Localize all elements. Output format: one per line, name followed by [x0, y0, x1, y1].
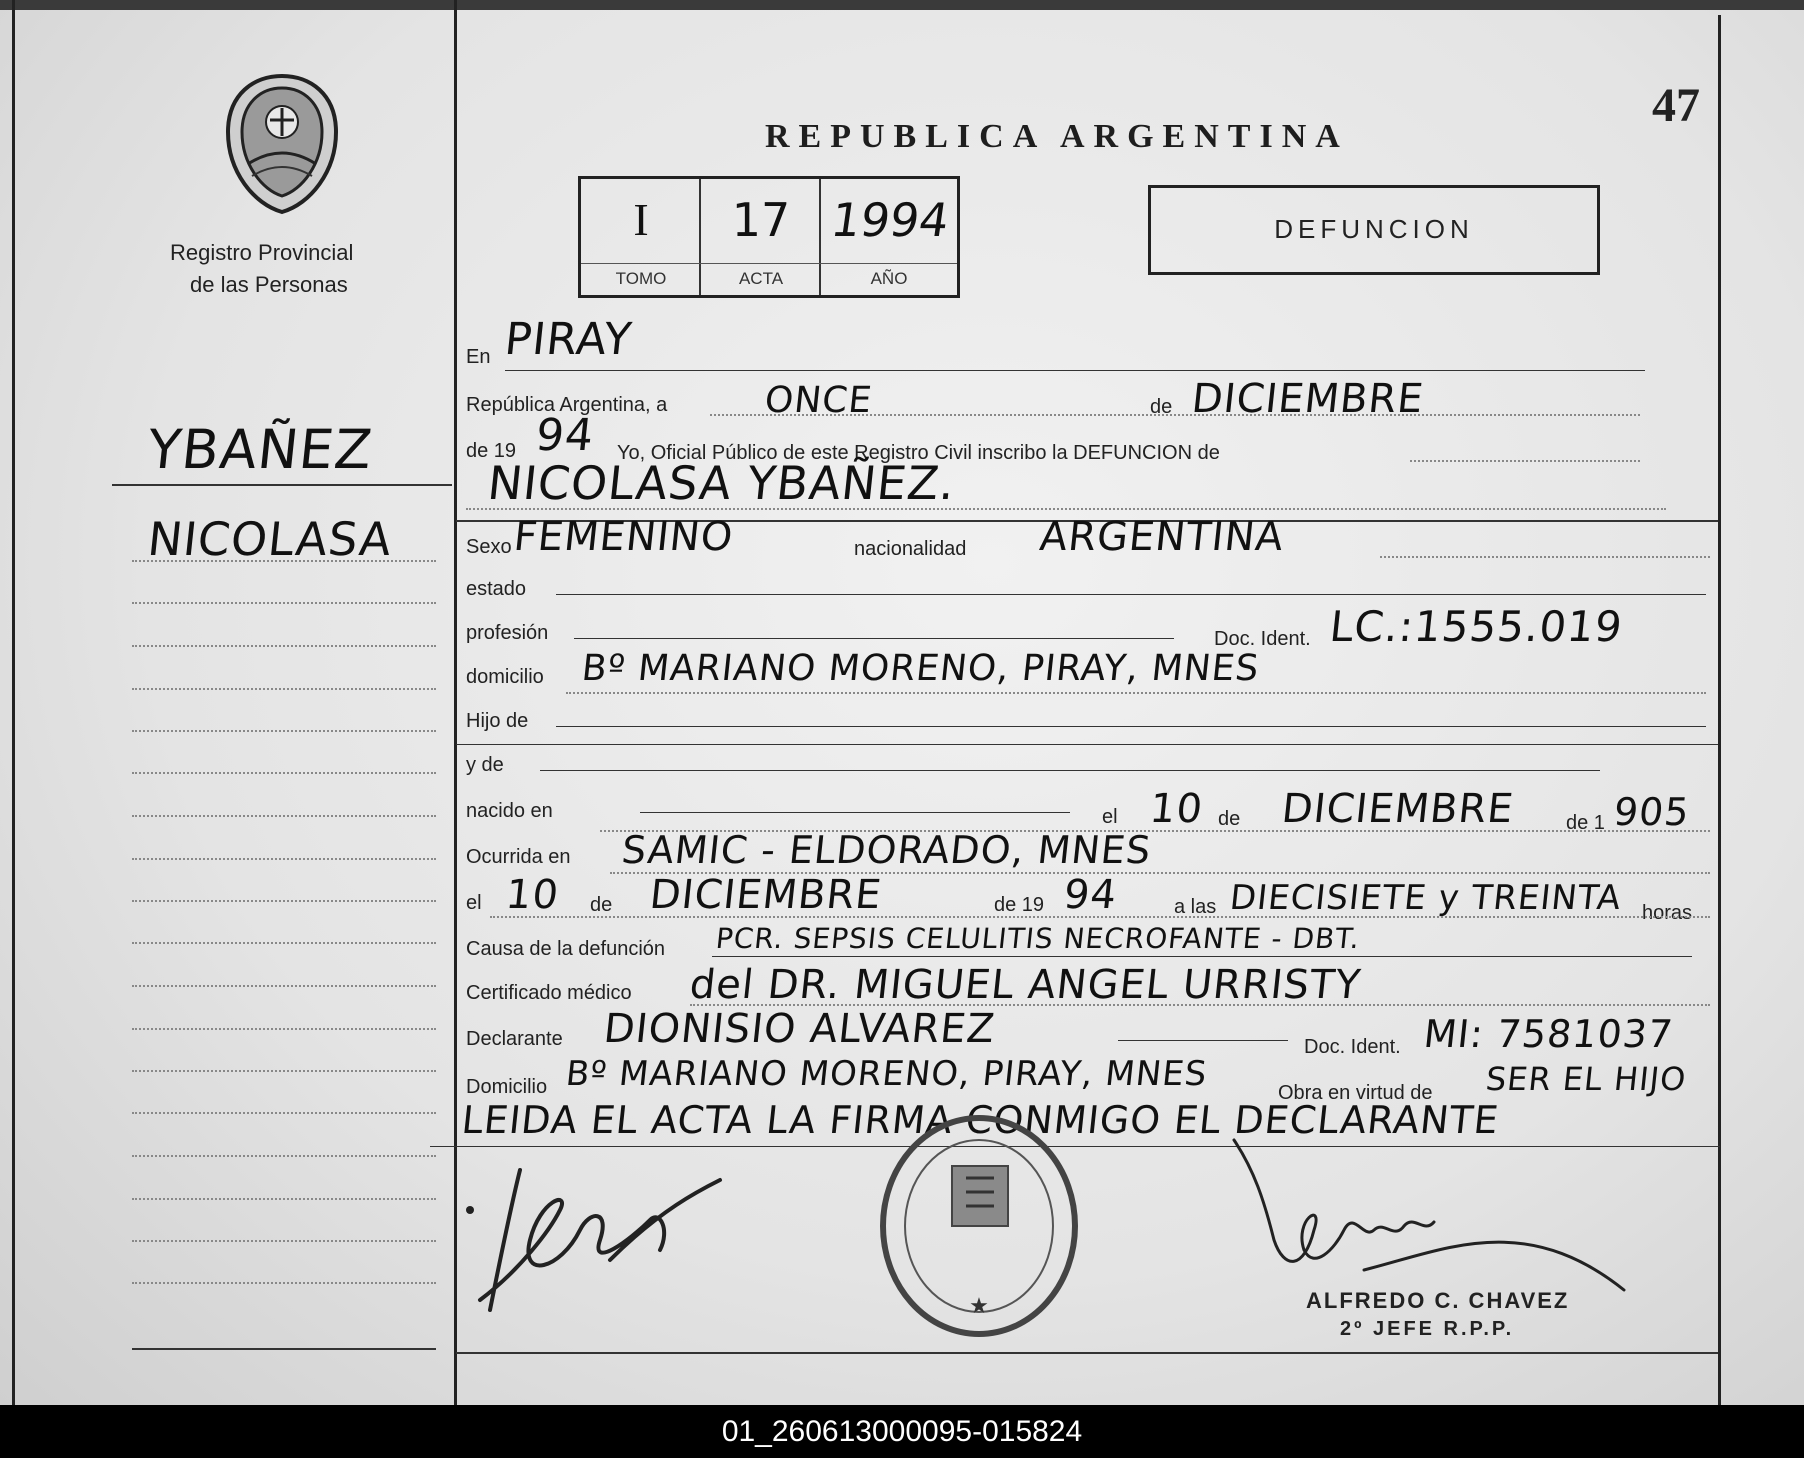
nacionalidad-value: ARGENTINA [1037, 514, 1287, 560]
causa-value: PCR. SEPSIS CELULITIS NECROFANTE - DBT. [714, 922, 1362, 955]
margin-line [132, 560, 436, 562]
death-year-value: 94 [1061, 872, 1120, 918]
box-divider-1 [699, 179, 701, 295]
margin-line [132, 1198, 436, 1200]
deceased-name: NICOLASA YBAÑEZ. [485, 456, 959, 510]
republica-line [710, 414, 1640, 416]
declarante-value: DIONISIO ALVAREZ [601, 1006, 998, 1052]
birth-el-label: el [1102, 806, 1118, 828]
record-type: DEFUNCION [1274, 214, 1474, 244]
sexo-value: FEMENINO [511, 514, 736, 560]
republica-label: República Argentina, a [466, 394, 668, 416]
certificado-value: del DR. MIGUEL ANGEL URRISTY [687, 962, 1364, 1008]
hijo-label: Hijo de [466, 710, 529, 732]
ocurrida-value: SAMIC - ELDORADO, MNES [619, 828, 1154, 872]
birth-de-label: de [1218, 808, 1241, 830]
page-number: 47 [1652, 79, 1700, 132]
margin-line [132, 730, 436, 732]
month-de-label: de [1150, 396, 1173, 418]
margin-divider [454, 0, 457, 1405]
year-prefix: de 19 [466, 440, 517, 462]
sexo-line [1380, 556, 1710, 558]
scan-identifier: 01_260613000095-015824 [721, 1415, 1083, 1448]
ano-label: AÑO [870, 269, 908, 288]
margin-line [132, 1028, 436, 1030]
birth-year-value: 905 [1611, 790, 1692, 834]
causa-label: Causa de la defunción [466, 938, 666, 960]
acta-value: 17 [731, 193, 791, 247]
declarante-doc-value: MI: 7581037 [1421, 1012, 1676, 1056]
signature-bottom-line [456, 1352, 1718, 1354]
closing-statement: LEIDA EL ACTA LA FIRMA CONMIGO EL DECLARANTE [459, 1098, 1502, 1142]
margin-surname: YBAÑEZ [144, 418, 376, 481]
domicilio-value: Bº MARIANO MORENO, PIRAY, MNES [579, 648, 1262, 689]
margin-line [132, 1282, 436, 1284]
birth-month: DICIEMBRE [1279, 786, 1517, 832]
sexo-label: Sexo [466, 536, 512, 558]
declarant-signature-icon [460, 1150, 740, 1350]
y-de-line [540, 770, 1600, 771]
doc-ident-value: LC.:1555.019 [1327, 602, 1626, 651]
y-de-label: y de [466, 754, 504, 776]
tomo-label: TOMO [615, 269, 667, 288]
margin-line [132, 815, 436, 817]
month-value: DICIEMBRE [1189, 376, 1427, 422]
nacido-line [640, 812, 1070, 813]
officer-signature-icon [1224, 1130, 1644, 1300]
death-el-label: el [466, 892, 482, 914]
margin-given-name: NICOLASA [145, 512, 395, 566]
margin-line [132, 602, 436, 604]
declarante-domicilio-value: Bº MARIANO MORENO, PIRAY, MNES [563, 1054, 1210, 1094]
declarante-doc-label: Doc. Ident. [1304, 1036, 1401, 1058]
margin-line [132, 1155, 436, 1157]
death-de-label: de [590, 894, 613, 916]
country-heading: REPUBLICA ARGENTINA [765, 118, 1349, 155]
causa-line [712, 956, 1692, 957]
domicilio-line [566, 692, 1706, 694]
margin-line [132, 645, 436, 647]
death-year-prefix: de 19 [994, 894, 1045, 916]
en-value: PIRAY [502, 314, 635, 365]
officer-title: 2º JEFE R.P.P. [1340, 1318, 1515, 1340]
declarante-line [1118, 1040, 1288, 1041]
registry-name-line1: Registro Provincial [170, 240, 354, 265]
margin-line [132, 1240, 436, 1242]
margin-line [132, 772, 436, 774]
ano-value: 1994 [827, 193, 953, 247]
inscribo-text: Yo, Oficial Público de este Registro Civil inscribo la DEFUNCION de [617, 442, 1220, 464]
official-stamp-icon [874, 1108, 1084, 1344]
box-divider-2 [819, 179, 821, 295]
horas-label: horas [1642, 902, 1693, 924]
tomo-value: I [633, 194, 649, 245]
death-month: DICIEMBRE [647, 872, 885, 918]
inscribo-line [1410, 460, 1640, 462]
officer-name: ALFREDO C. CHAVEZ [1306, 1288, 1570, 1313]
record-number-box [578, 176, 960, 298]
hour-value: DIECISIETE y TREINTA [1227, 878, 1624, 918]
deceased-line [466, 508, 1666, 510]
certificado-label: Certificado médico [466, 982, 632, 1004]
obra-label: Obra en virtud de [1278, 1082, 1433, 1104]
margin-line [132, 858, 436, 860]
estado-label: estado [466, 578, 527, 600]
margin-line [132, 1112, 436, 1114]
birth-day: 10 [1147, 786, 1206, 832]
profesion-label: profesión [466, 622, 549, 644]
en-line [505, 370, 1645, 371]
box-label-divider [581, 263, 957, 264]
a-las-label: a las [1174, 896, 1217, 918]
obra-value: SER EL HIJO [1484, 1060, 1689, 1098]
left-binding-line [12, 0, 15, 1405]
record-type-box [1148, 185, 1600, 275]
acta-label: ACTA [738, 269, 784, 288]
margin-line [132, 985, 436, 987]
nacido-label: nacido en [466, 800, 553, 822]
en-label: En [466, 346, 491, 368]
hijo-section-divider [456, 744, 1718, 745]
hijo-line [556, 726, 1706, 727]
svg-text:★: ★ [969, 1294, 989, 1319]
province-seal-icon [218, 72, 346, 217]
declarante-domicilio-label: Domicilio [466, 1076, 548, 1098]
death-day: 10 [503, 872, 562, 918]
doc-ident-label: Doc. Ident. [1214, 628, 1311, 650]
death-date-line [490, 916, 1710, 918]
registry-name-line2: de las Personas [190, 272, 348, 297]
margin-bottom-line [132, 1348, 436, 1350]
margin-line [132, 688, 436, 690]
declarante-label: Declarante [466, 1028, 563, 1050]
margin-line [132, 900, 436, 902]
nacionalidad-label: nacionalidad [854, 538, 967, 560]
estado-line [556, 594, 1706, 595]
margin-line [132, 942, 436, 944]
margin-underline [112, 484, 452, 486]
ocurrida-label: Ocurrida en [466, 846, 571, 868]
margin-line [132, 1070, 436, 1072]
birth-year-prefix: de 1 [1566, 812, 1605, 834]
year-value: 94 [533, 410, 597, 461]
scan-top-edge [0, 0, 1804, 10]
domicilio-label: domicilio [466, 666, 544, 688]
right-border-line [1718, 15, 1721, 1405]
profesion-line [574, 638, 1174, 639]
day-value: ONCE [762, 380, 875, 421]
